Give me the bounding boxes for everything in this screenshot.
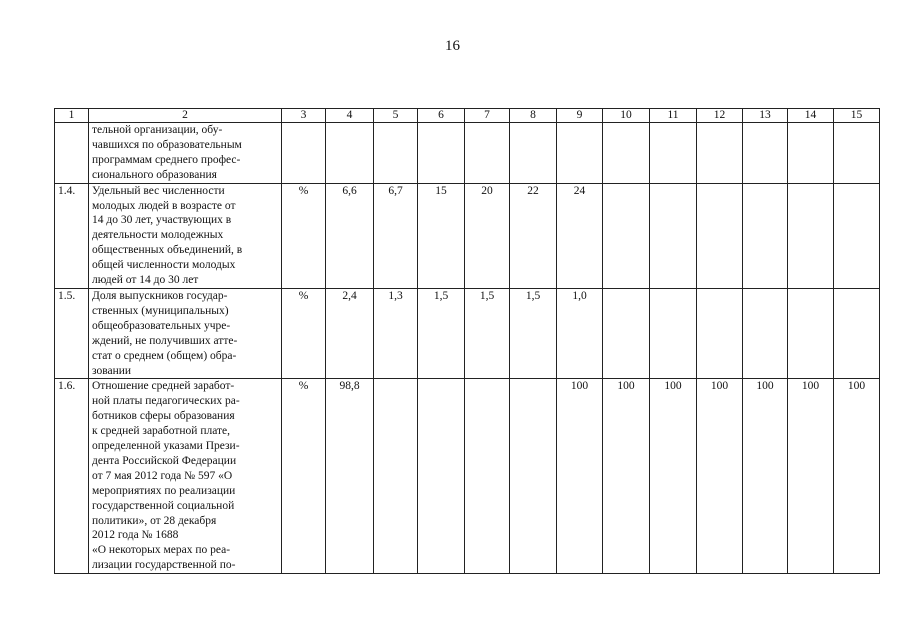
table-row [55, 183, 880, 288]
description-line: тельной организации, обу- [92, 124, 223, 136]
column-header: 12 [697, 109, 743, 123]
description-line: ной платы педагогических ра- [92, 395, 240, 408]
value-cell [510, 123, 557, 184]
value-cell: 24 [557, 183, 603, 288]
value-cell [697, 288, 743, 378]
row-number: 1.4. [55, 183, 89, 288]
value-cell: 2,4 [326, 288, 374, 378]
description-line: дента Российской Федерации [92, 454, 237, 467]
description-line: общей численности молодых [92, 259, 236, 272]
value-cell [697, 123, 743, 184]
description-line: деятельности молодежных [92, 229, 224, 242]
column-header: 2 [89, 109, 282, 123]
column-header: 4 [326, 109, 374, 123]
description-line: к средней заработной плате, [92, 425, 231, 438]
description-line: общеобразовательных учре- [92, 319, 231, 332]
unit-cell [282, 123, 326, 184]
value-cell [374, 123, 418, 184]
value-cell: 20 [465, 183, 510, 288]
unit-cell: % [282, 288, 326, 378]
value-cell [788, 123, 834, 184]
table-row [55, 123, 880, 184]
indicator-description [89, 183, 282, 288]
value-cell [510, 379, 557, 574]
table-row [55, 288, 880, 378]
value-cell: 1,3 [374, 288, 418, 378]
value-cell [834, 288, 880, 378]
value-cell: 1,5 [418, 288, 465, 378]
description-line: 2012 года № 1688 [92, 529, 179, 542]
value-cell [326, 123, 374, 184]
value-cell: 100 [788, 379, 834, 574]
column-header: 5 [374, 109, 418, 123]
value-cell: 6,7 [374, 183, 418, 288]
indicator-table [54, 108, 880, 574]
value-cell: 15 [418, 183, 465, 288]
value-cell: 98,8 [326, 379, 374, 574]
description-line: «О некоторых мерах по реа- [92, 544, 231, 557]
description-line: 14 до 30 лет, участвующих в [92, 214, 232, 227]
description-line: ждений, не получивших атте- [92, 334, 238, 347]
row-number [55, 123, 89, 184]
column-header: 7 [465, 109, 510, 123]
description-line: чавшихся по образовательным [92, 138, 242, 151]
column-header: 1 [55, 109, 89, 123]
value-cell: 22 [510, 183, 557, 288]
description-line: программам среднего профес- [92, 153, 241, 166]
table-body [55, 109, 880, 574]
value-cell: 100 [697, 379, 743, 574]
column-header: 6 [418, 109, 465, 123]
value-cell [650, 183, 697, 288]
value-cell: 100 [603, 379, 650, 574]
value-cell [834, 123, 880, 184]
column-header: 15 [834, 109, 880, 123]
description-line: лизации государственной по- [92, 559, 236, 572]
column-header: 9 [557, 109, 603, 123]
description-line: Отношение средней заработ- [92, 380, 235, 393]
description-line: стат о среднем (общем) обра- [92, 349, 237, 362]
value-cell [603, 288, 650, 378]
value-cell [788, 183, 834, 288]
value-cell: 100 [834, 379, 880, 574]
value-cell [788, 288, 834, 378]
value-cell: 1,5 [465, 288, 510, 378]
column-header: 10 [603, 109, 650, 123]
description-line: государственной социальной [92, 499, 235, 512]
value-cell: 100 [557, 379, 603, 574]
description-line: людей от 14 до 30 лет [92, 274, 199, 287]
indicator-description [89, 379, 282, 574]
description-line: Доля выпускников государ- [92, 289, 228, 302]
value-cell [418, 379, 465, 574]
value-cell [374, 379, 418, 574]
unit-cell: % [282, 183, 326, 288]
value-cell [650, 288, 697, 378]
unit-cell: % [282, 379, 326, 574]
column-header: 13 [743, 109, 788, 123]
value-cell [743, 183, 788, 288]
value-cell [603, 123, 650, 184]
value-cell: 1,0 [557, 288, 603, 378]
description-line: сионального образования [92, 168, 217, 181]
description-line: Удельный вес численности [92, 184, 225, 197]
description-line: ботников сферы образования [92, 410, 235, 423]
indicator-description [89, 123, 282, 184]
value-cell [418, 123, 465, 184]
value-cell [465, 123, 510, 184]
value-cell [603, 183, 650, 288]
description-line: от 7 мая 2012 года № 597 «О [92, 469, 233, 482]
description-line: определенной указами Прези- [92, 440, 240, 453]
value-cell [834, 183, 880, 288]
value-cell [557, 123, 603, 184]
value-cell: 6,6 [326, 183, 374, 288]
description-line: молодых людей в возрасте от [92, 199, 236, 212]
row-number: 1.6. [55, 379, 89, 574]
header-row [55, 109, 880, 123]
value-cell: 1,5 [510, 288, 557, 378]
description-line: ственных (муниципальных) [92, 304, 229, 317]
value-cell [697, 183, 743, 288]
row-number: 1.5. [55, 288, 89, 378]
indicator-description [89, 288, 282, 378]
value-cell: 100 [743, 379, 788, 574]
value-cell [650, 123, 697, 184]
page-number: 16 [445, 38, 460, 54]
value-cell: 100 [650, 379, 697, 574]
value-cell [743, 288, 788, 378]
description-line: мероприятиях по реализации [92, 484, 236, 497]
description-line: общественных объединений, в [92, 244, 243, 257]
description-line: зовании [92, 364, 132, 377]
column-header: 8 [510, 109, 557, 123]
description-line: политики», от 28 декабря [92, 514, 217, 527]
column-header: 3 [282, 109, 326, 123]
table-row [55, 379, 880, 574]
value-cell [743, 123, 788, 184]
value-cell [465, 379, 510, 574]
column-header: 11 [650, 109, 697, 123]
column-header: 14 [788, 109, 834, 123]
